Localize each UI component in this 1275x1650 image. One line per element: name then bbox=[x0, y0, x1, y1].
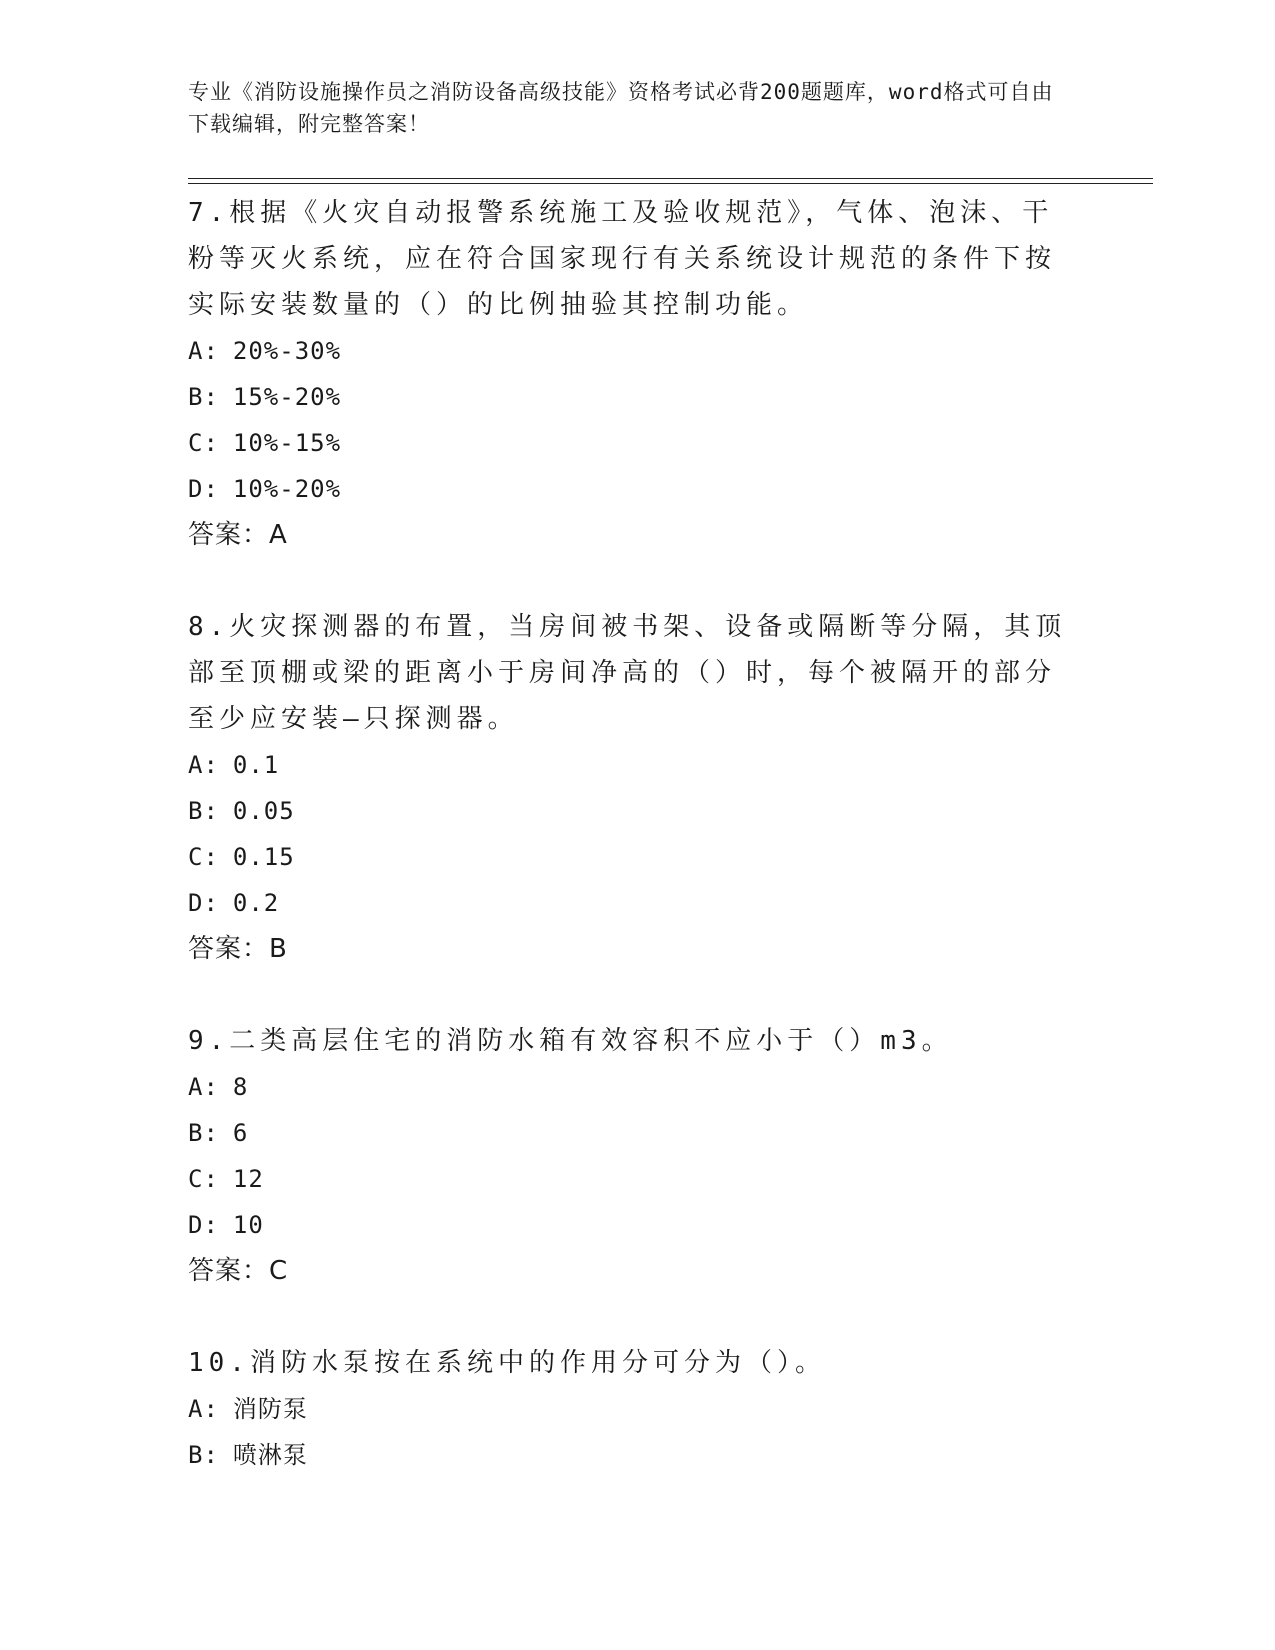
option-a bbox=[188, 1064, 1088, 1110]
option-d bbox=[188, 1202, 1088, 1248]
question-gap bbox=[188, 1294, 1088, 1340]
option-c bbox=[188, 420, 1088, 466]
option-b bbox=[188, 1432, 1088, 1478]
option-key: C: bbox=[188, 1165, 219, 1193]
answer-value: B bbox=[269, 934, 288, 964]
question-8 bbox=[188, 604, 1088, 972]
option-key: D: bbox=[188, 1211, 219, 1239]
option-value: 8 bbox=[232, 1073, 249, 1101]
option-key: B: bbox=[188, 797, 219, 825]
option-value: 12 bbox=[232, 1165, 264, 1193]
option-key: A: bbox=[188, 751, 219, 779]
option-value: 喷淋泵 bbox=[232, 1441, 308, 1469]
answer-value: C bbox=[269, 1256, 289, 1286]
answer-label: 答案： bbox=[188, 1256, 270, 1286]
option-value: 20%-30% bbox=[232, 337, 342, 365]
option-key: A: bbox=[188, 1395, 219, 1423]
option-key: C: bbox=[188, 843, 219, 871]
option-key: D: bbox=[188, 889, 219, 917]
header-divider-top bbox=[188, 178, 1153, 179]
option-value: 10%-15% bbox=[232, 429, 342, 457]
option-key: D: bbox=[188, 475, 219, 503]
option-a bbox=[188, 742, 1088, 788]
document-header: 专业《消防设施操作员之消防设备高级技能》资格考试必背200题题库，word格式可自由下载编辑，附完整答案！ bbox=[188, 80, 1054, 136]
answer-value: A bbox=[269, 520, 288, 550]
answer-line bbox=[188, 1248, 1088, 1294]
option-value: 15%-20% bbox=[232, 383, 342, 411]
answer-line bbox=[188, 926, 1088, 972]
question-9 bbox=[188, 1018, 1088, 1294]
question-gap bbox=[188, 972, 1088, 1018]
question-gap bbox=[188, 558, 1088, 604]
question-text: 7.根据《火灾自动报警系统施工及验收规范》，气体、泡沫、干粉等灭火系统，应在符合国家现行有关系统设计规范的条件下按实际安装数量的（）的比例抽验其控制功能。 bbox=[188, 198, 1057, 320]
option-key: B: bbox=[188, 1441, 219, 1469]
question-list bbox=[188, 190, 1088, 1478]
option-value: 10%-20% bbox=[232, 475, 342, 503]
option-b bbox=[188, 374, 1088, 420]
question-text: 8.火灾探测器的布置，当房间被书架、设备或隔断等分隔，其顶部至顶棚或梁的距离小于房间净高的（）时，每个被隔开的部分至少应安装—只探测器。 bbox=[188, 612, 1067, 734]
option-value: 消防泵 bbox=[232, 1395, 308, 1423]
answer-label: 答案： bbox=[188, 520, 270, 550]
option-a bbox=[188, 1386, 1088, 1432]
option-key: B: bbox=[188, 383, 219, 411]
option-value: 0.15 bbox=[232, 843, 295, 871]
answer-label: 答案： bbox=[188, 934, 270, 964]
answer-line bbox=[188, 512, 1088, 558]
option-key: A: bbox=[188, 1073, 219, 1101]
option-value: 0.2 bbox=[232, 889, 280, 917]
question-10 bbox=[188, 1340, 1088, 1478]
option-value: 0.1 bbox=[232, 751, 280, 779]
option-key: A: bbox=[188, 337, 219, 365]
option-key: C: bbox=[188, 429, 219, 457]
option-value: 10 bbox=[232, 1211, 264, 1239]
option-value: 0.05 bbox=[232, 797, 295, 825]
question-text: 9.二类高层住宅的消防水箱有效容积不应小于（）m3。 bbox=[188, 1026, 953, 1056]
option-b bbox=[188, 788, 1088, 834]
option-a bbox=[188, 328, 1088, 374]
option-c bbox=[188, 834, 1088, 880]
header-divider-bottom bbox=[188, 183, 1153, 184]
option-c bbox=[188, 1156, 1088, 1202]
option-value: 6 bbox=[232, 1119, 249, 1147]
question-7 bbox=[188, 190, 1088, 558]
option-d bbox=[188, 880, 1088, 926]
option-b bbox=[188, 1110, 1088, 1156]
option-d bbox=[188, 466, 1088, 512]
option-key: B: bbox=[188, 1119, 219, 1147]
question-text: 10.消防水泵按在系统中的作用分可分为（）。 bbox=[188, 1348, 826, 1378]
